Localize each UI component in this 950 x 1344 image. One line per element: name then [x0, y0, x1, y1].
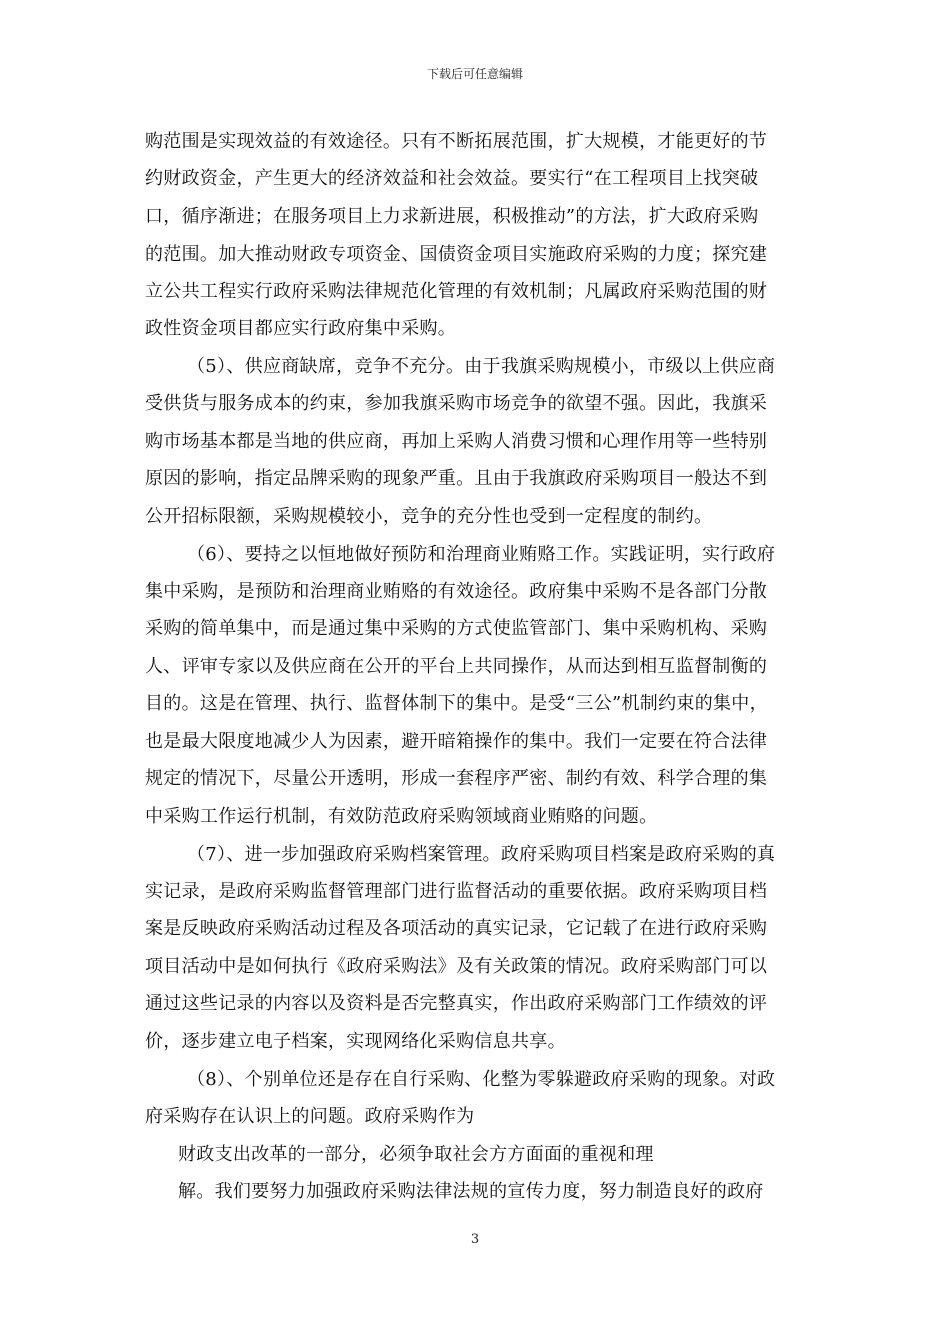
body-line-3: 口，循序渐进；在服务项目上力求新进展，积极推动”的方法，扩大政府采购 [145, 206, 759, 227]
body-line-14: 采购的简单集中，而是通过集中采购的方式使监管部门、集中采购机构、采购 [145, 618, 768, 639]
body-line-18: 规定的情况下，尽量公开透明，形成一套程序严密、制约有效、科学合理的集 [145, 768, 768, 789]
body-line-4: 的范围。加大推动财政专项资金、国债资金项目实施政府采购的力度；探究建 [145, 244, 768, 265]
body-line-27: 府采购存在认识上的问题。政府采购作为 [145, 1106, 475, 1127]
body-line-17: 也是最大限度地减少人为因素，避开暗箱操作的集中。我们一定要在符合法律 [145, 731, 768, 752]
body-line-2: 约财政资金，产生更大的经济效益和社会效益。要实行“在工程项目上找突破 [145, 168, 759, 189]
body-line-9: 购市场基本都是当地的供应商，再加上采购人消费习惯和心理作用等一些特别 [145, 431, 768, 452]
body-line-22: 案是反映政府采购活动过程及各项活动的真实记录，它记载了在进行政府采购 [145, 918, 768, 939]
body-line-15: 人、评审专家以及供应商在公开的平台上共同操作，从而达到相互监督制衡的 [145, 656, 768, 677]
body-line-8: 受供货与服务成本的约束，参加我旗采购市场竞争的欲望不强。因此，我旗采 [145, 393, 768, 414]
body-line-6: 政性资金项目都应实行政府集中采购。 [145, 318, 457, 339]
body-line-11: 公开招标限额，采购规模较小，竞争的充分性也受到一定程度的制约。 [145, 506, 713, 527]
page-number: 3 [470, 1232, 480, 1247]
body-line-1: 购范围是实现效益的有效途径。只有不断拓展范围，扩大规模，才能更好的节 [145, 131, 768, 152]
body-line-12: （6）、要持之以恒地做好预防和治理商业贿赂工作。实践证明，实行政府 [187, 544, 776, 565]
body-line-16: 目的。这是在管理、执行、监督体制下的集中。是受“三公”机制约束的集中， [145, 693, 768, 714]
body-line-5: 立公共工程实行政府采购法律规范化管理的有效机制；凡属政府采购范围的财 [145, 281, 768, 302]
body-line-13: 集中采购，是预防和治理商业贿赂的有效途径。政府集中采购不是各部门分散 [145, 581, 768, 602]
body-line-28: 财政支出改革的一部分，必须争取社会方方面面的重视和理 [178, 1144, 654, 1165]
body-line-24: 通过这些记录的内容以及资料是否完整真实，作出政府采购部门工作绩效的评 [145, 993, 768, 1014]
body-line-21: 实记录，是政府采购监督管理部门进行监督活动的重要依据。政府采购项目档 [145, 881, 768, 902]
body-line-20: （7）、进一步加强政府采购档案管理。政府采购项目档案是政府采购的真 [187, 844, 776, 865]
body-line-25: 价，逐步建立电子档案，实现网络化采购信息共享。 [145, 1031, 566, 1052]
body-line-29: 解。我们要努力加强政府采购法律法规的宣传力度，努力制造良好的政府 [178, 1181, 764, 1202]
page-header-note: 下载后可任意编辑 [426, 67, 523, 81]
body-line-19: 中采购工作运行机制，有效防范政府采购领域商业贿赂的问题。 [145, 806, 658, 827]
body-line-23: 项目活动中是如何执行《政府采购法》及有关政策的情况。政府采购部门可以 [145, 956, 768, 977]
body-line-26: （8）、个别单位还是存在自行采购、化整为零躲避政府采购的现象。对政 [187, 1069, 776, 1090]
body-line-10: 原因的影响，指定品牌采购的现象严重。且由于我旗政府采购项目一般达不到 [145, 468, 768, 489]
body-line-7: （5）、供应商缺席，竞争不充分。由于我旗采购规模小，市级以上供应商 [187, 356, 776, 377]
